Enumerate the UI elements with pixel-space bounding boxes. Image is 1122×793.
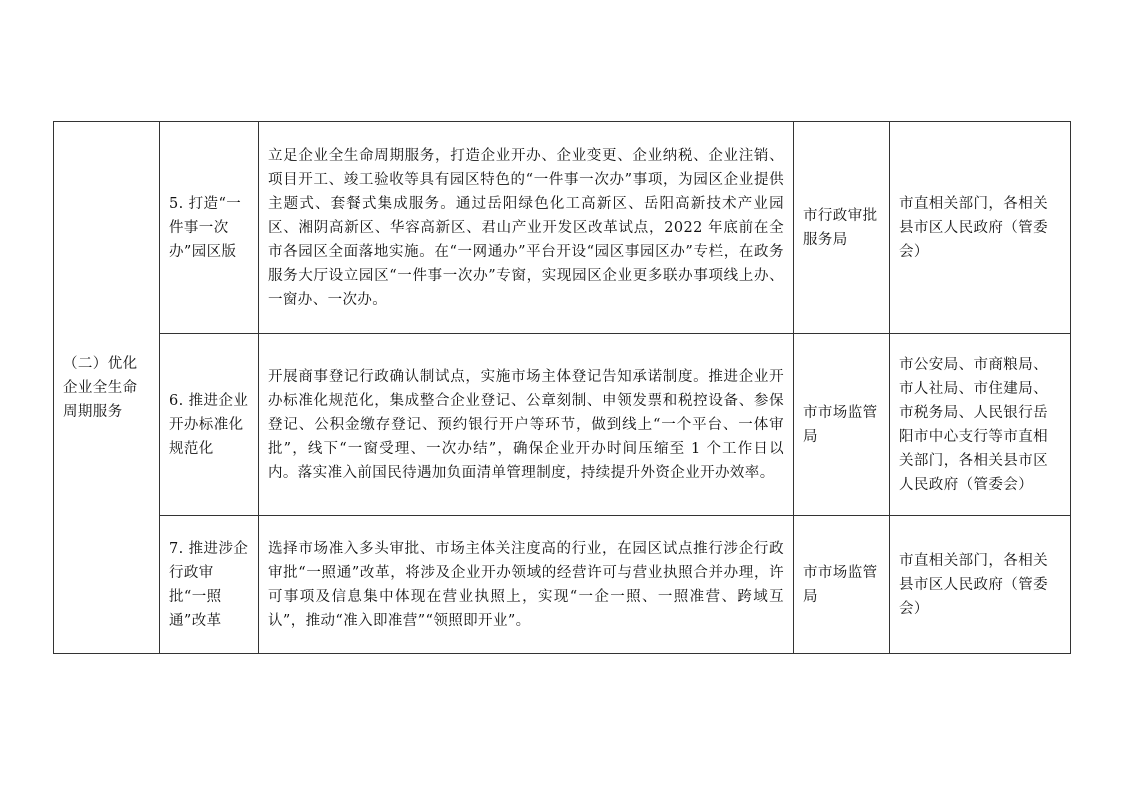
lead-department-cell: 市市场监管局 (794, 334, 890, 516)
table-row (54, 122, 1071, 334)
measure-content-cell: 选择市场准入多头审批、市场主体关注度高的行业，在园区试点推行涉企行政审批“一照通”改革，将涉及企业开办领域的经营许可与营业执照合并办理，许可事项及信息集中体现在营业执照上，实现“一企一照、一照准营、跨域互认”，推动“准入即准营”“领照即开业”。 (259, 516, 794, 654)
measures-table (53, 121, 1071, 654)
cooperating-departments-cell: 市直相关部门，各相关县市区人民政府（管委会） (890, 122, 1071, 334)
lead-department-cell: 市行政审批服务局 (794, 122, 890, 334)
item-name-cell: 7. 推进涉企行政审批“一照通”改革 (160, 516, 259, 654)
measure-content-cell: 开展商事登记行政确认制试点，实施市场主体登记告知承诺制度。推进企业开办标准化规范化，集成整合企业登记、公章刻制、申领发票和税控设备、参保登记、公积金缴存登记、预约银行开户等环节，做到线上“一个平台、一体审批”，线下“一窗受理、一次办结”，确保企业开办时间压缩至 1 个工作日以内。落实准入前国民待遇加负面清单管理制度，持续提升外资企业开办效率。 (259, 334, 794, 516)
table-row (54, 334, 1071, 516)
item-name-cell: 5. 打造“一件事一次办”园区版 (160, 122, 259, 334)
measure-content-cell: 立足企业全生命周期服务，打造企业开办、企业变更、企业纳税、企业注销、项目开工、竣工验收等具有园区特色的“一件事一次办”事项，为园区企业提供主题式、套餐式集成服务。通过岳阳绿色化工高新区、岳阳高新技术产业园区、湘阴高新区、华容高新区、君山产业开发区改革试点，2022 年底前在全市各园区全面落地实施。在“一网通办”平台开设“园区事园区办”专栏，在政务服务大厅设立园区“一件事一次办”专窗，实现园区企业更多联办事项线上办、一窗办、一次办。 (259, 122, 794, 334)
lead-department-cell: 市市场监管局 (794, 516, 890, 654)
item-name-cell: 6. 推进企业开办标准化规范化 (160, 334, 259, 516)
cooperating-departments-cell: 市直相关部门，各相关县市区人民政府（管委会） (890, 516, 1071, 654)
cooperating-departments-cell: 市公安局、市商粮局、市人社局、市住建局、市税务局、人民银行岳阳市中心支行等市直相关部门，各相关县市区人民政府（管委会） (890, 334, 1071, 516)
category-cell: （二）优化企业全生命周期服务 (54, 122, 160, 654)
table-row (54, 516, 1071, 654)
